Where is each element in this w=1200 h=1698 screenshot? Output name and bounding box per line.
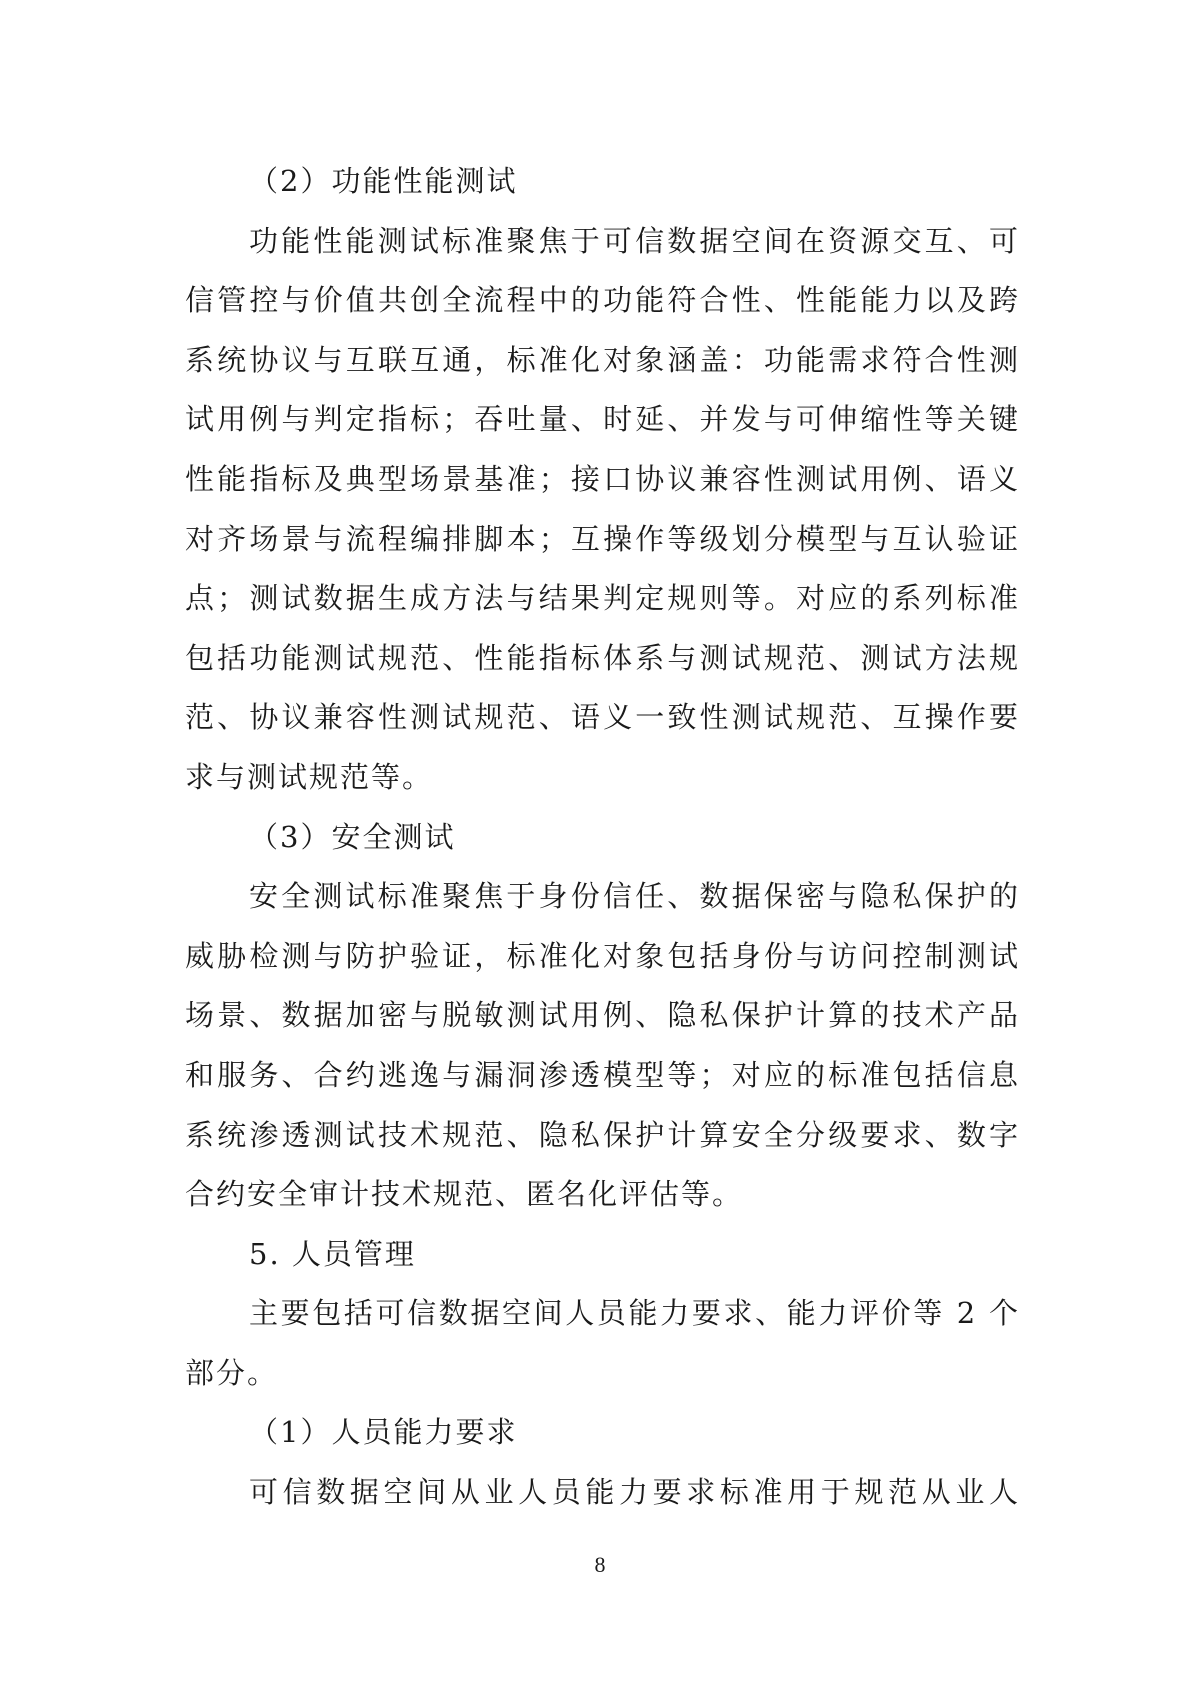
- paragraph-line: 系统渗透测试技术规范、隐私保护计算安全分级要求、数字: [185, 1117, 1020, 1152]
- paragraph-line: 包括功能测试规范、性能指标体系与测试规范、测试方法规: [185, 640, 1020, 675]
- paragraph-line: 试用例与判定指标；吞吐量、时延、并发与可伸缩性等关键: [185, 402, 1020, 437]
- paragraph-line: 安全测试标准聚焦于身份信任、数据保密与隐私保护的: [249, 879, 1020, 914]
- paragraph-line: 场景、数据加密与脱敏测试用例、隐私保护计算的技术产品: [185, 998, 1020, 1033]
- paragraph-line: 合约安全审计技术规范、匿名化评估等。: [185, 1177, 744, 1212]
- paragraph-line: 和服务、合约逃逸与漏洞渗透模型等；对应的标准包括信息: [185, 1057, 1020, 1092]
- paragraph-line: 范、协议兼容性测试规范、语义一致性测试规范、互操作要: [185, 700, 1020, 735]
- paragraph-line: 可信数据空间从业人员能力要求标准用于规范从业人: [249, 1475, 1020, 1510]
- page-number: 8: [594, 1552, 606, 1577]
- section-heading-functional-performance-test: （2）功能性能测试: [249, 164, 518, 198]
- paragraph-line: 点；测试数据生成方法与结果判定规则等。对应的系列标准: [185, 581, 1020, 616]
- paragraph-line: 部分。: [185, 1355, 279, 1390]
- paragraph-line: 信管控与价值共创全流程中的功能符合性、性能能力以及跨: [185, 283, 1020, 318]
- section-heading-security-test: （3）安全测试: [249, 819, 456, 854]
- paragraph-line: 对齐场景与流程编排脚本；互操作等级划分模型与互认验证: [185, 521, 1020, 556]
- paragraph-line: 功能性能测试标准聚焦于可信数据空间在资源交互、可: [249, 223, 1020, 258]
- paragraph-line: 威胁检测与防护验证，标准化对象包括身份与访问控制测试: [185, 938, 1020, 973]
- paragraph-line: 系统协议与互联互通，标准化对象涵盖：功能需求符合性测: [185, 342, 1020, 377]
- section-heading-personnel-capability: （1）人员能力要求: [249, 1415, 518, 1450]
- paragraph-line: 求与测试规范等。: [185, 759, 434, 794]
- document-body: [185, 152, 1020, 1523]
- paragraph-line: 性能指标及典型场景基准；接口协议兼容性测试用例、语义: [185, 461, 1020, 496]
- paragraph-line: 主要包括可信数据空间人员能力要求、能力评价等 2 个: [249, 1296, 1020, 1331]
- section-heading-personnel-management: 5. 人员管理: [249, 1236, 416, 1271]
